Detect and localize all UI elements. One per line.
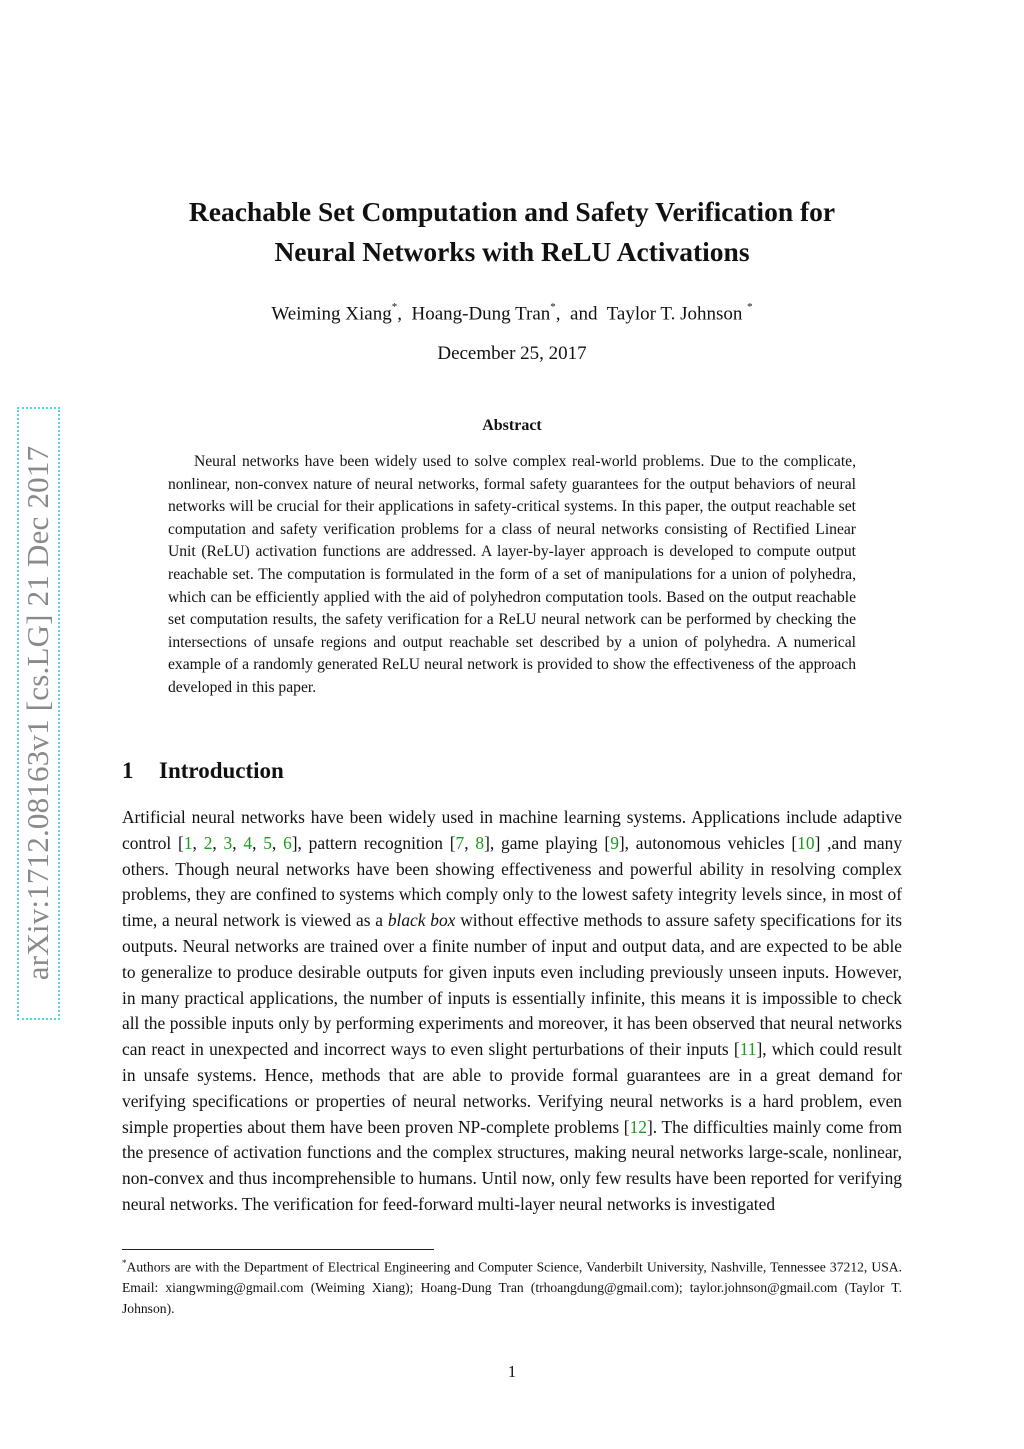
abstract-heading: Abstract (482, 417, 542, 434)
citation-link[interactable]: 2 (203, 832, 213, 853)
intro-text: ]. The difficulties mainly come from the presence of activation functions and the complex structures, making neural networks large-scale, nonlinear, non-convex and thus incomprehensible to humans. Until now, only few results have been reported for verifying neural networks. The verification for feed-forward multi-layer neural networks is investigated (122, 1116, 902, 1214)
intro-text: Artificial neural networks have been widely used in machine learning systems. Applications include adaptive control [ (122, 807, 902, 853)
paper-date: December 25, 2017 (437, 343, 587, 364)
citation-separator: , (232, 832, 244, 853)
footnote-mark: * (122, 1258, 127, 1268)
footnote (122, 1253, 902, 1319)
citation-separator: , (252, 832, 264, 853)
author-name: Weiming Xiang (271, 303, 392, 325)
emphasis-text: black box (387, 910, 456, 931)
intro-text: ], game playing [ (484, 832, 611, 853)
section-number: 1 (122, 758, 134, 783)
arxiv-stamp: arXiv:1712.08163v1 [cs.LG] 21 Dec 2017 (20, 445, 55, 981)
section-title: Introduction (159, 758, 284, 783)
author-footnote-mark: * (391, 301, 398, 313)
citation-link[interactable]: 3 (223, 832, 233, 853)
paper-title-line-2: Neural Networks with ReLU Activations (274, 236, 750, 267)
author-list: Weiming Xiang*, Hoang-Dung Tran*, and Taylor T. Johnson * (271, 301, 753, 325)
intro-text: ] ,and many others. Though neural networks have been showing effectiveness and powerful ability in resolving complex problems, they are confined to systems which comply only to the lowest safety integrity levels since, in most of time, a neural network is viewed as a (122, 832, 903, 931)
citation-link[interactable]: 10 (797, 832, 815, 853)
intro-text: ], pattern recognition [ (291, 832, 456, 853)
citation-separator: , (212, 832, 224, 853)
citation-link[interactable]: 11 (739, 1039, 757, 1060)
page-number: 1 (507, 1362, 517, 1381)
intro-text: without effective methods to assure safety specifications for its outputs. Neural networks are trained over a finite number of input and output data, and are expected to be able to generalize to produce desirable outputs for given inputs even including previously unseen inputs. However, in many practical applications, the number of inputs is essentially infinite, this means it is impossible to check all the possible inputs only by performing experiments and moreover, it has been observed that neural networks can react in unexpected and incorrect ways to even slight perturbations of their inputs [ (122, 910, 902, 1060)
author-footnote-mark: * (550, 301, 556, 313)
citation-link[interactable]: 1 (183, 832, 193, 853)
citation-separator: , (271, 832, 284, 853)
citation-link[interactable]: 8 (475, 832, 485, 853)
paper-title (100, 192, 924, 272)
intro-text: ], which could result in unsafe systems. Hence, methods that are able to provide formal guarantees are in a great demand for verifying specifications or properties of neural networks. Verifying neural networks is a hard problem, even simple properties about them have been proven NP-complete problems [ (122, 1039, 902, 1137)
paper-title-line-1: Reachable Set Computation and Safety Verification for (188, 196, 836, 227)
citation-link[interactable]: 9 (610, 832, 619, 853)
citation-link[interactable]: 7 (455, 832, 465, 853)
footnote-divider (122, 1249, 434, 1250)
citation-link[interactable]: 4 (243, 832, 253, 853)
citation-link[interactable]: 5 (263, 832, 272, 853)
section-heading (122, 756, 284, 786)
citation-separator: , (192, 832, 204, 853)
intro-text: ], autonomous vehicles [ (618, 832, 798, 853)
introduction-paragraph (122, 805, 902, 1218)
author-footnote-mark: * (747, 301, 753, 313)
citation-separator: , (464, 832, 476, 853)
citation-link[interactable]: 12 (629, 1116, 647, 1137)
author-connector: and (570, 303, 598, 325)
author-name: Hoang-Dung Tran (411, 303, 551, 325)
author-name: Taylor T. Johnson (606, 303, 743, 325)
citation-link[interactable]: 6 (283, 832, 292, 853)
footnote-text: Authors are with the Department of Electrical Engineering and Computer Science, Vanderbilt University, Nashville, Tennessee 37212, USA. Email: xiangwming@gmail.com (Weiming Xiang); Hoang-Dung Tran (trhoangdung@gmail.com); taylor.johnson@gmail.com (Taylor T. Johnson). (122, 1259, 902, 1316)
abstract-body: Neural networks have been widely used to solve complex real-world problems. Due to the complicate, nonlinear, non-convex nature of neural networks, formal safety guarantees for the output behaviors of neural networks will be crucial for their applications in safety-critical systems. In this paper, the output reachable set computation and safety verification problems for a class of neural networks consisting of Rectified Linear Unit (ReLU) activation functions are addressed. A layer-by-layer approach is developed to compute output reachable set. The computation is formulated in the form of a set of manipulations for a union of polyhedra, which can be efficiently applied with the aid of polyhedron computation tools. Based on the output reachable set computation results, the safety verification for a ReLU neural network can be performed by checking the intersections of unsafe regions and output reachable set described by a union of polyhedra. A numerical example of a randomly generated ReLU neural network is provided to show the effectiveness of the approach developed in this paper. (168, 453, 856, 696)
